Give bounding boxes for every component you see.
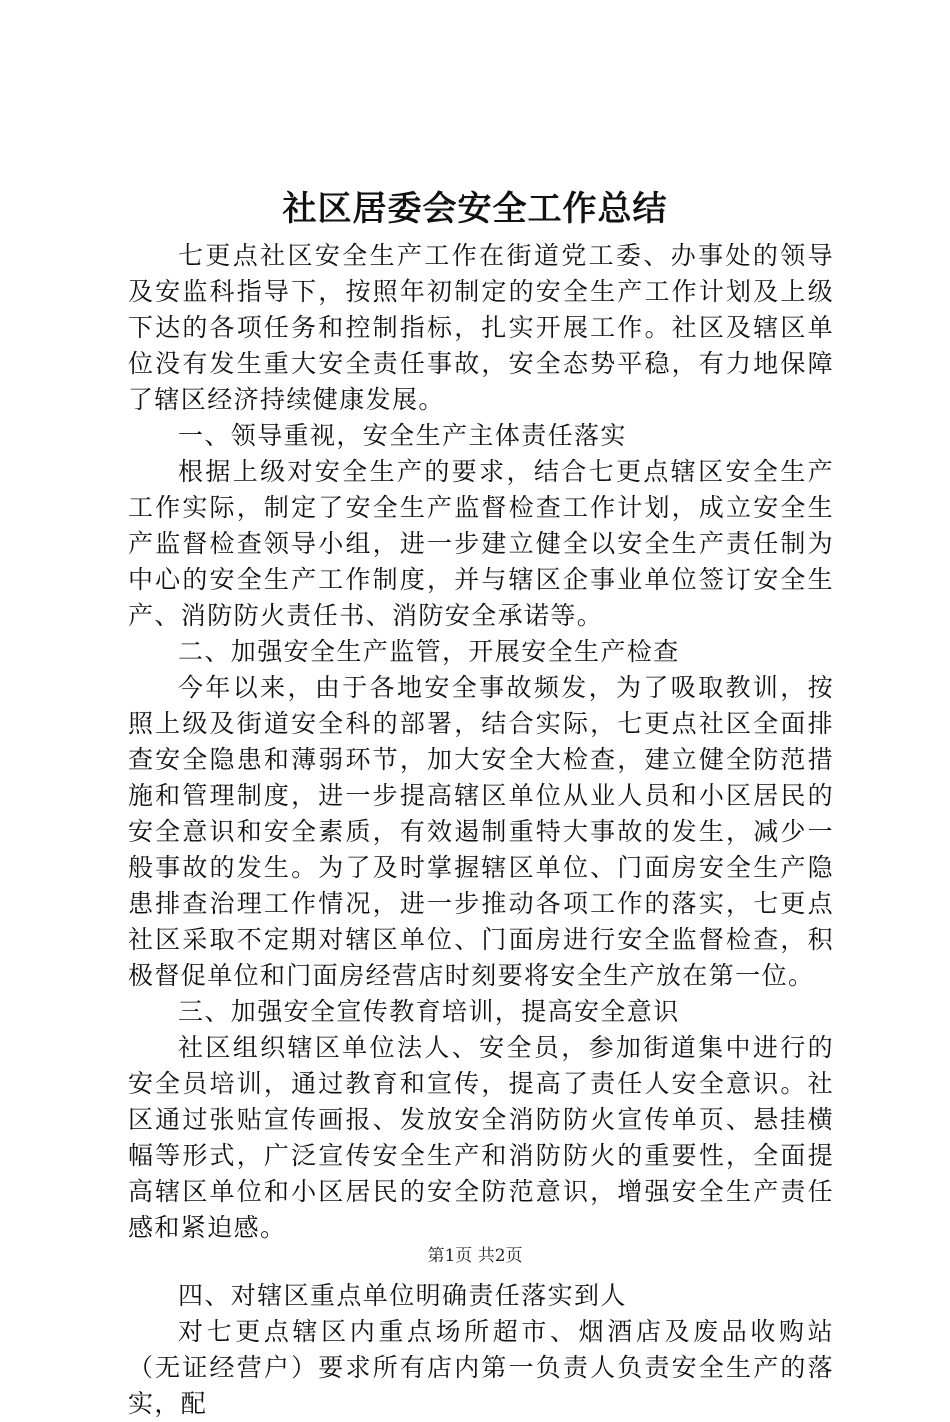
- section-heading-4: 四、对辖区重点单位明确责任落实到人: [178, 1281, 627, 1310]
- section-heading-2: 二、加强安全生产监管，开展安全生产检查: [178, 637, 680, 666]
- section-heading-3: 三、加强安全宣传教育培训，提高安全意识: [178, 997, 680, 1026]
- paragraph-section-1: 根据上级对安全生产的要求，结合七更点辖区安全生产工作实际，制定了安全生产监督检查工作计划，成立安全生产监督检查领导小组，进一步建立健全以安全生产责任制为中心的安全生产工作制度，并与辖区企事业单位签订安全生产、消防防火责任书、消防安全承诺等。: [128, 457, 834, 630]
- section-heading-1: 一、领导重视，安全生产主体责任落实: [178, 421, 627, 450]
- paragraph-section-3: 社区组织辖区单位法人、安全员，参加街道集中进行的安全员培训，通过教育和宣传，提高了责任人安全意识。社区通过张贴宣传画报、发放安全消防防火宣传单页、悬挂横幅等形式，广泛宣传安全生产和消防防火的重要性，全面提高辖区单位和小区居民的安全防范意识，增强安全生产责任感和紧迫感。: [128, 1033, 834, 1242]
- paragraph-section-4: 对七更点辖区内重点场所超市、烟酒店及废品收购站（无证经营户）要求所有店内第一负责人负责安全生产的落实，配: [128, 1317, 834, 1418]
- paragraph-intro: 七更点社区安全生产工作在街道党工委、办事处的领导及安监科指导下，按照年初制定的安全生产工作计划及上级下达的各项任务和控制指标，扎实开展工作。社区及辖区单位没有发生重大安全责任事故，安全态势平稳，有力地保障了辖区经济持续健康发展。: [128, 241, 834, 414]
- document-title: 社区居委会安全工作总结: [282, 189, 668, 229]
- paragraph-section-2: 今年以来，由于各地安全事故频发，为了吸取教训，按照上级及街道安全科的部署，结合实际，七更点社区全面排查安全隐患和薄弱环节，加大安全大检查，建立健全防范措施和管理制度，进一步提高辖区单位从业人员和小区居民的安全意识和安全素质，有效遏制重特大事故的发生，减少一般事故的发生。为了及时掌握辖区单位、门面房安全生产隐患排查治理工作情况，进一步推动各项工作的落实，七更点社区采取不定期对辖区单位、门面房进行安全监督检查，积极督促单位和门面房经营店时刻要将安全生产放在第一位。: [128, 673, 834, 990]
- page-footer: 第1页 共2页: [427, 1246, 523, 1266]
